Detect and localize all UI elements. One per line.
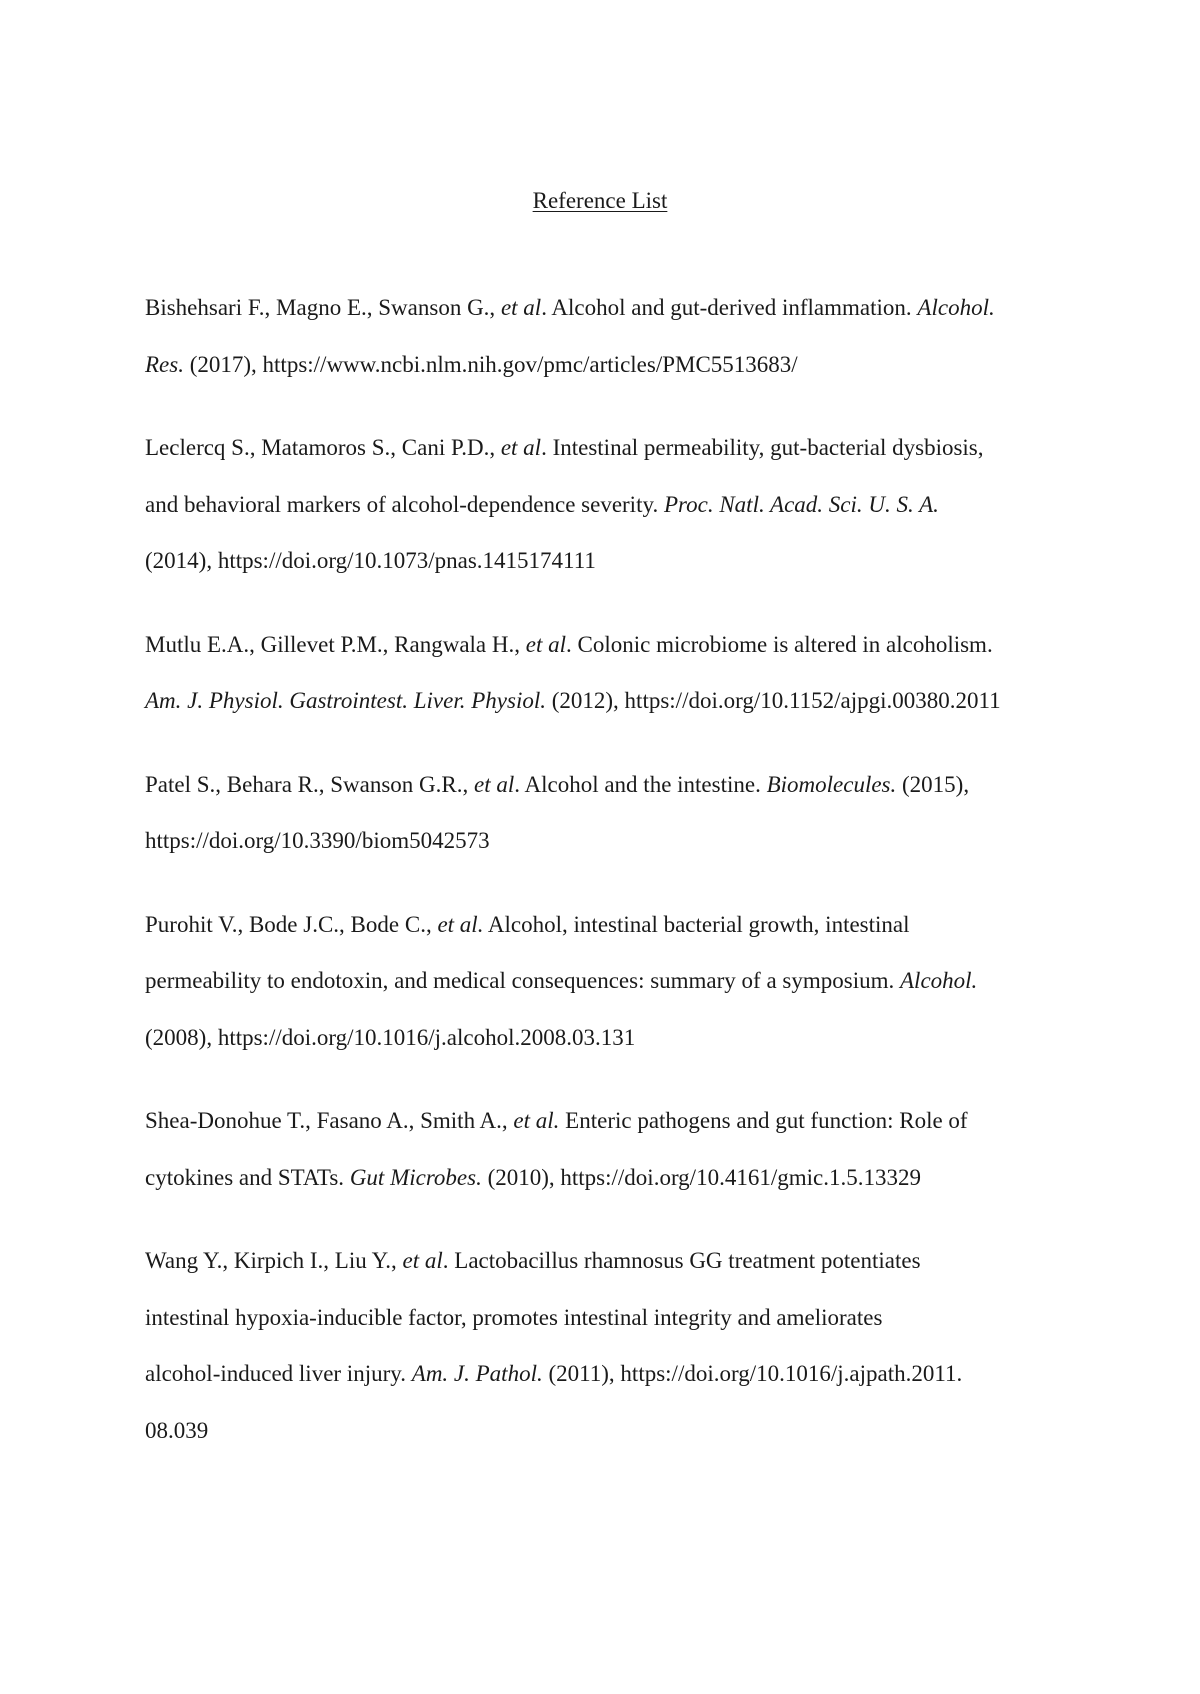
reference-text: Mutlu E.A., Gillevet P.M., Rangwala H., [145,631,526,657]
reference-line [145,1150,1065,1207]
reference-line [145,617,1065,674]
reference-text: Enteric pathogens and gut function: Role of [559,1108,968,1133]
italic-text: Alcohol. [917,295,995,320]
reference-text: 08.039 [145,1417,209,1443]
reference-entry [145,1233,1065,1459]
italic-text: Alcohol. [900,968,978,993]
reference-text: Leclercq S., Matamoros S., Cani P.D., [145,435,501,460]
italic-text: Gut Microbes. [349,1164,482,1190]
italic-text: Proc. Natl. Acad. Sci. U. S. A. [663,491,939,517]
reference-entry [145,1093,1065,1206]
reference-line [145,897,1065,954]
reference-text: (2010), https://doi.org/10.4161/gmic.1.5.13329 [481,1164,921,1190]
reference-line [145,533,1065,590]
reference-line [145,420,1065,477]
reference-text: alcohol-induced liver injury. [145,1361,412,1386]
reference-text: Alcohol, intestinal bacterial growth, intestinal [483,911,910,937]
reference-text: https://doi.org/10.3390/biom5042573 [145,828,490,853]
reference-text: . Alcohol and gut-derived inflammation. [541,295,918,320]
italic-text: et al. [513,1108,560,1133]
reference-line [145,280,1065,337]
reference-entry [145,420,1065,590]
italic-text: et al [474,771,515,797]
italic-text: Biomolecules. [766,771,897,797]
reference-line [145,1233,1065,1290]
reference-line [145,1010,1065,1067]
page-title: Reference List [532,188,668,213]
reference-text: Bishehsari F., Magno E., Swanson G., [145,295,501,320]
reference-text: . Lactobacillus rhamnosus GG treatment potentiates [442,1248,921,1273]
italic-text: et al. [437,911,484,937]
reference-text: intestinal hypoxia-inducible factor, promotes intestinal integrity and ameliorates [145,1304,883,1330]
reference-entry [145,897,1065,1067]
reference-line [145,1346,1065,1403]
reference-text: cytokines and STATs. [145,1164,350,1190]
italic-text: et al [500,435,542,460]
reference-entry [145,280,1065,393]
reference-entry [145,757,1065,870]
reference-text: (2015), [896,771,970,797]
italic-text: Am. J. Physiol. Gastrointest. Liver. Physiol. [145,688,546,713]
reference-line [145,337,1065,394]
reference-text: (2014), https://doi.org/10.1073/pnas.1415174111 [145,548,596,573]
reference-line [145,813,1065,870]
reference-line [145,1290,1065,1347]
reference-text: Patel S., Behara R., Swanson G.R., [145,771,475,797]
italic-text: et al [402,1248,443,1273]
reference-text: (2017), https://www.ncbi.nlm.nih.gov/pmc/articles/PMC5513683/ [183,351,798,377]
italic-text: et al [500,295,542,320]
reference-line [145,673,1065,730]
reference-entry [145,617,1065,730]
reference-text: and behavioral markers of alcohol-dependence severity. [145,491,664,517]
italic-text: et al [525,631,566,657]
italic-text: Res. [145,351,184,377]
reference-line [145,953,1065,1010]
reference-text: Purohit V., Bode J.C., Bode C., [145,911,438,937]
reference-text: Shea-Donohue T., Fasano A., Smith A., [145,1108,514,1133]
reference-text: (2012), https://doi.org/10.1152/ajpgi.00380.2011 [545,688,1001,713]
reference-text: (2008), https://doi.org/10.1016/j.alcohol.2008.03.131 [145,1024,636,1050]
reference-line [145,1093,1065,1150]
reference-text: . Intestinal permeability, gut-bacterial dysbiosis, [541,435,984,460]
reference-text: Wang Y., Kirpich I., Liu Y., [145,1248,403,1273]
reference-line [145,757,1065,814]
reference-line [145,1403,1065,1460]
reference-text: . Colonic microbiome is altered in alcoholism. [566,631,993,657]
reference-line [145,477,1065,534]
reference-text: permeability to endotoxin, and medical consequences: summary of a symposium. [145,968,900,993]
italic-text: Am. J. Pathol. [411,1361,543,1386]
reference-text: (2011), https://doi.org/10.1016/j.ajpath.2011. [542,1361,963,1386]
reference-text: . Alcohol and the intestine. [514,771,767,797]
